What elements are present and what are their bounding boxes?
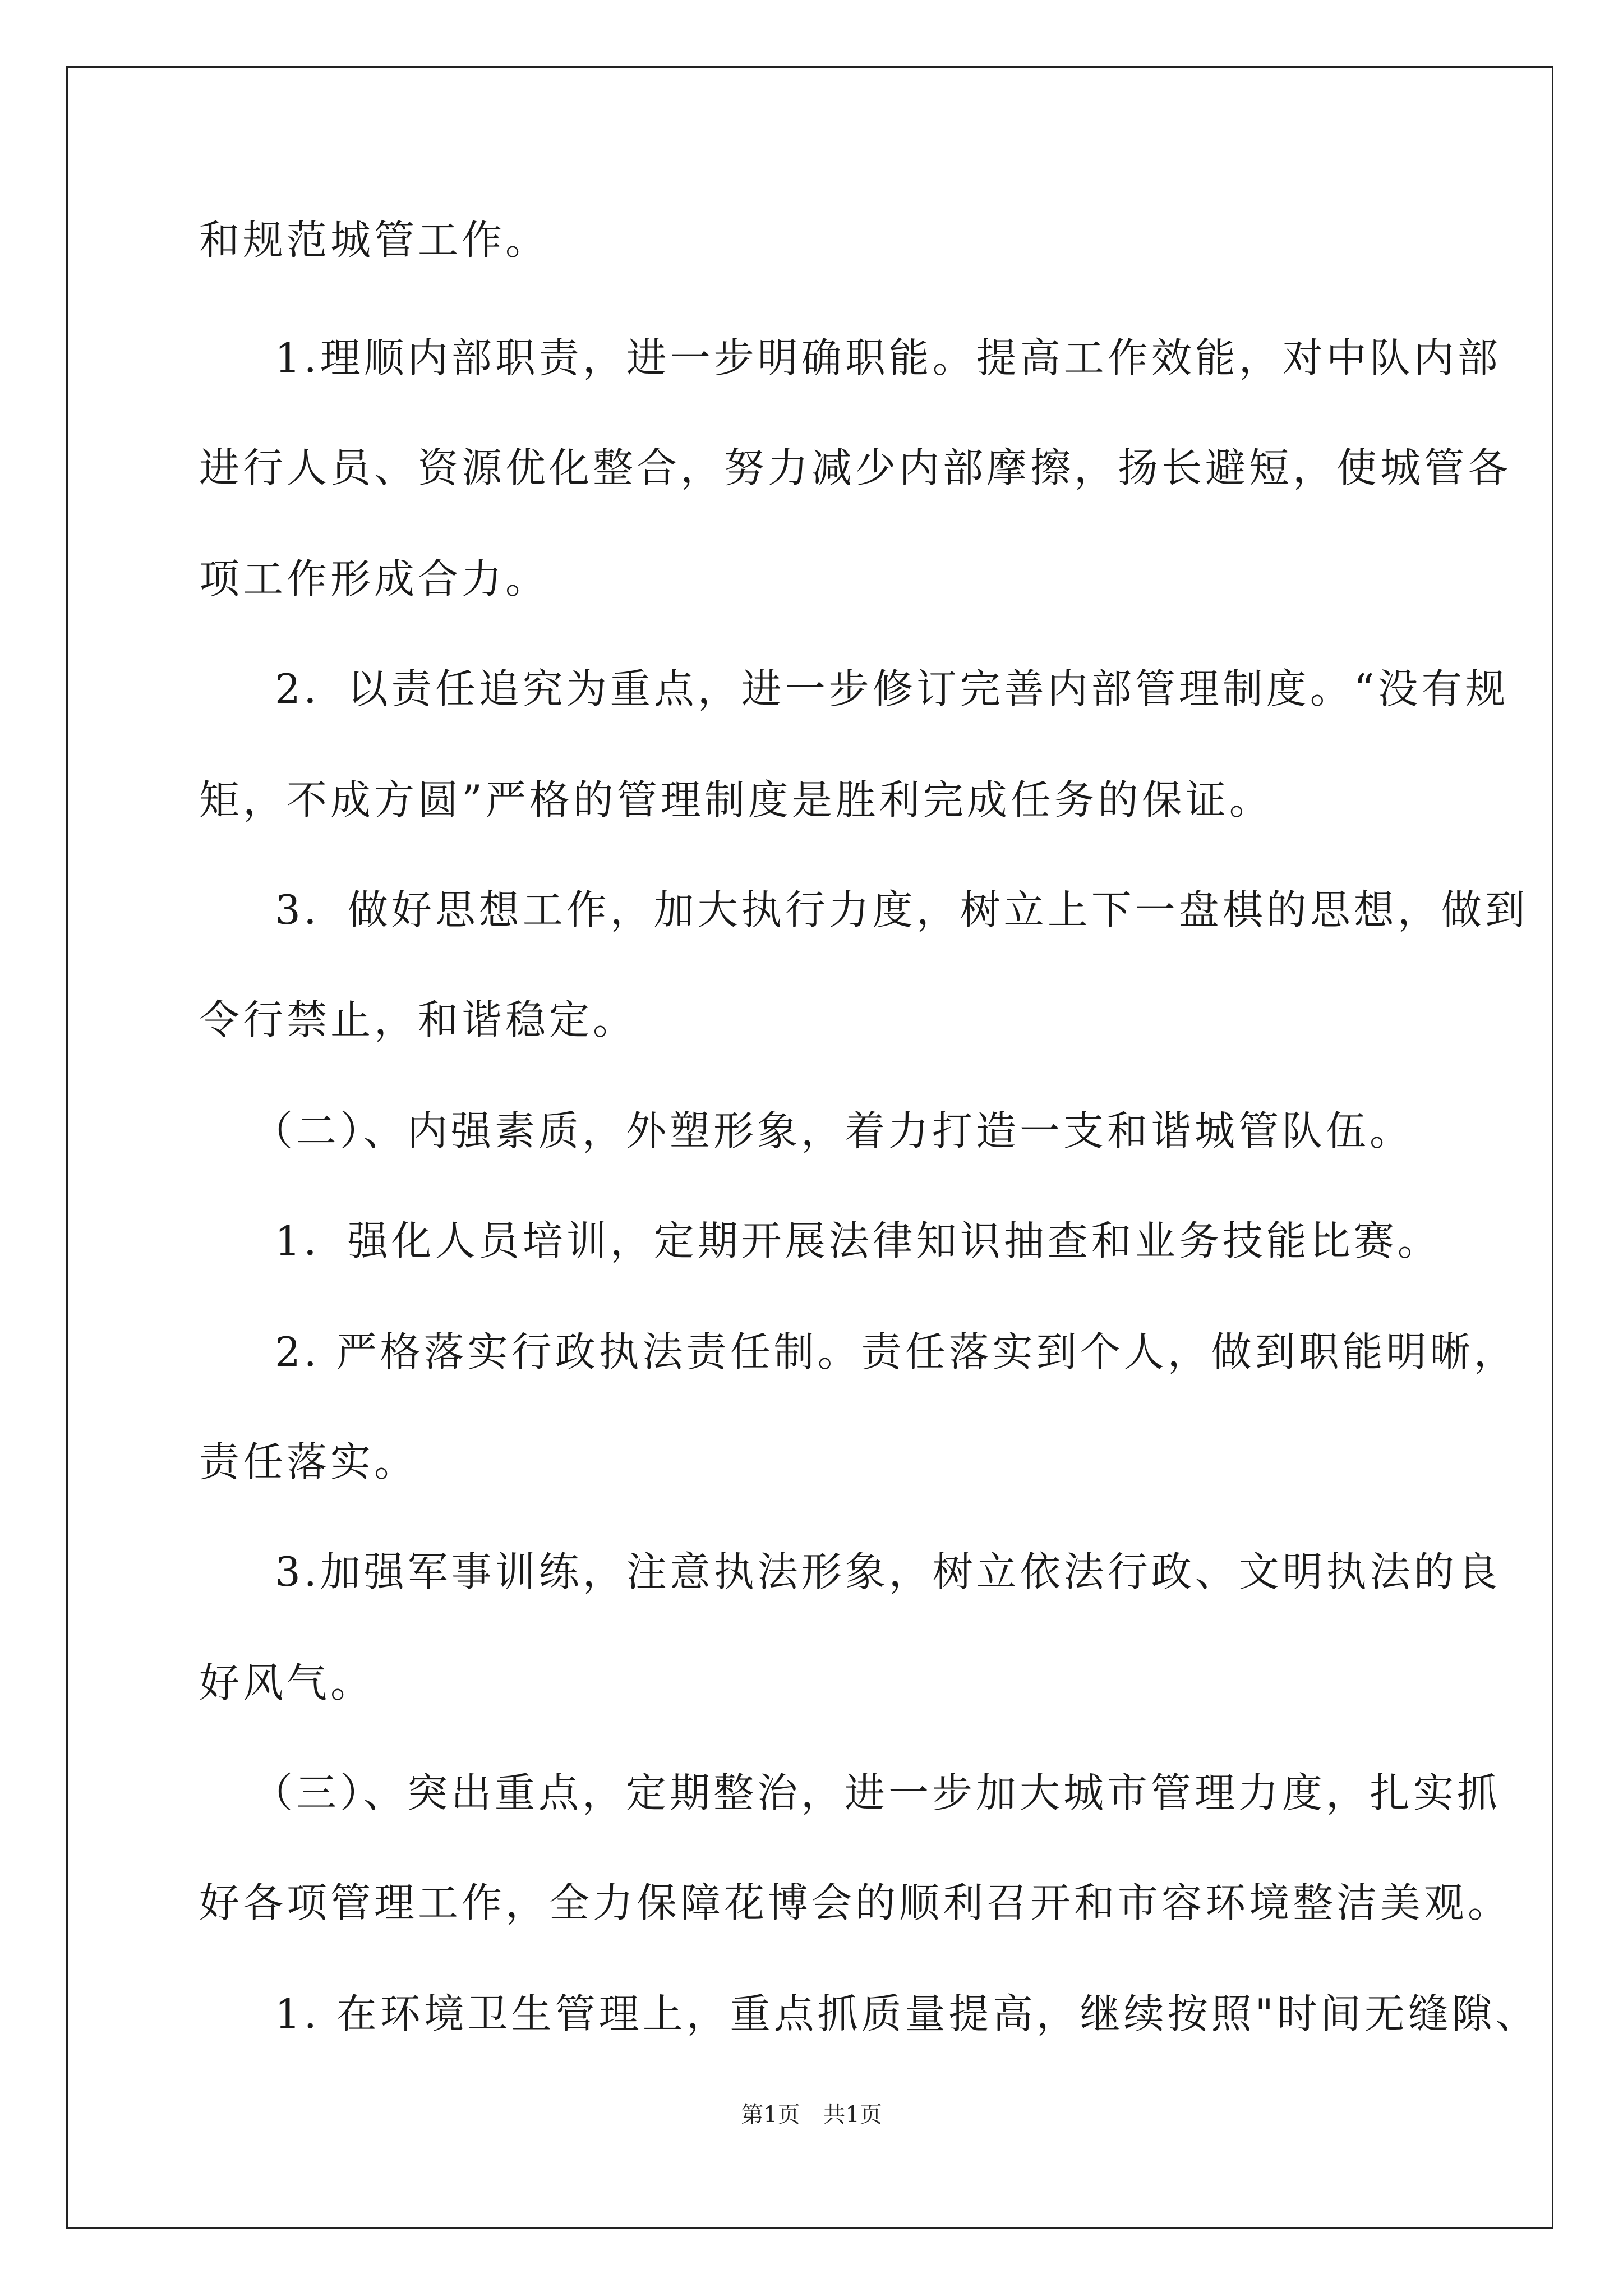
body-line: 1. 在环境卫生管理上，重点抓质量提高，继续按照"时间无缝隙、 <box>275 1990 1539 2037</box>
section-heading: （三）、突出重点，定期整治，进一步加大城市管理力度，扎实抓 <box>252 1769 1501 1816</box>
page-total: 共1页 <box>823 2102 882 2128</box>
body-line: 好风气。 <box>199 1659 375 1706</box>
body-line: 矩，不成方圆”严格的管理制度是胜利完成任务的保证。 <box>199 776 1273 823</box>
body-line: 3.加强军事训练，注意执法形象，树立依法行政、文明执法的良 <box>275 1548 1501 1595</box>
body-line: 责任落实。 <box>199 1438 418 1485</box>
body-line: 1．强化人员培训，定期开展法律知识抽查和业务技能比赛。 <box>275 1217 1441 1264</box>
body-line: 1.理顺内部职责，进一步明确职能。提高工作效能，对中队内部 <box>275 334 1501 381</box>
body-line: 项工作形成合力。 <box>199 555 550 602</box>
section-heading: （二）、内强素质，外塑形象，着力打造一支和谐城管队伍。 <box>252 1107 1414 1154</box>
body-line: 进行人员、资源优化整合，努力减少内部摩擦，扬长避短，使城管各 <box>199 444 1512 491</box>
body-line: 2．以责任追究为重点，进一步修订完善内部管理制度。“没有规 <box>275 665 1509 712</box>
body-line: 2. 严格落实行政执法责任制。责任落实到个人，做到职能明晰， <box>275 1328 1518 1375</box>
body-line: 令行禁止，和谐稳定。 <box>199 996 637 1043</box>
page-footer <box>0 2101 1623 2129</box>
body-line: 好各项管理工作，全力保障花博会的顺利召开和市容环境整洁美观。 <box>199 1879 1512 1926</box>
body-line: 3．做好思想工作，加大执行力度，树立上下一盘棋的思想，做到 <box>275 886 1529 933</box>
page-number: 第1页 <box>741 2102 800 2128</box>
body-line: 和规范城管工作。 <box>199 217 550 264</box>
